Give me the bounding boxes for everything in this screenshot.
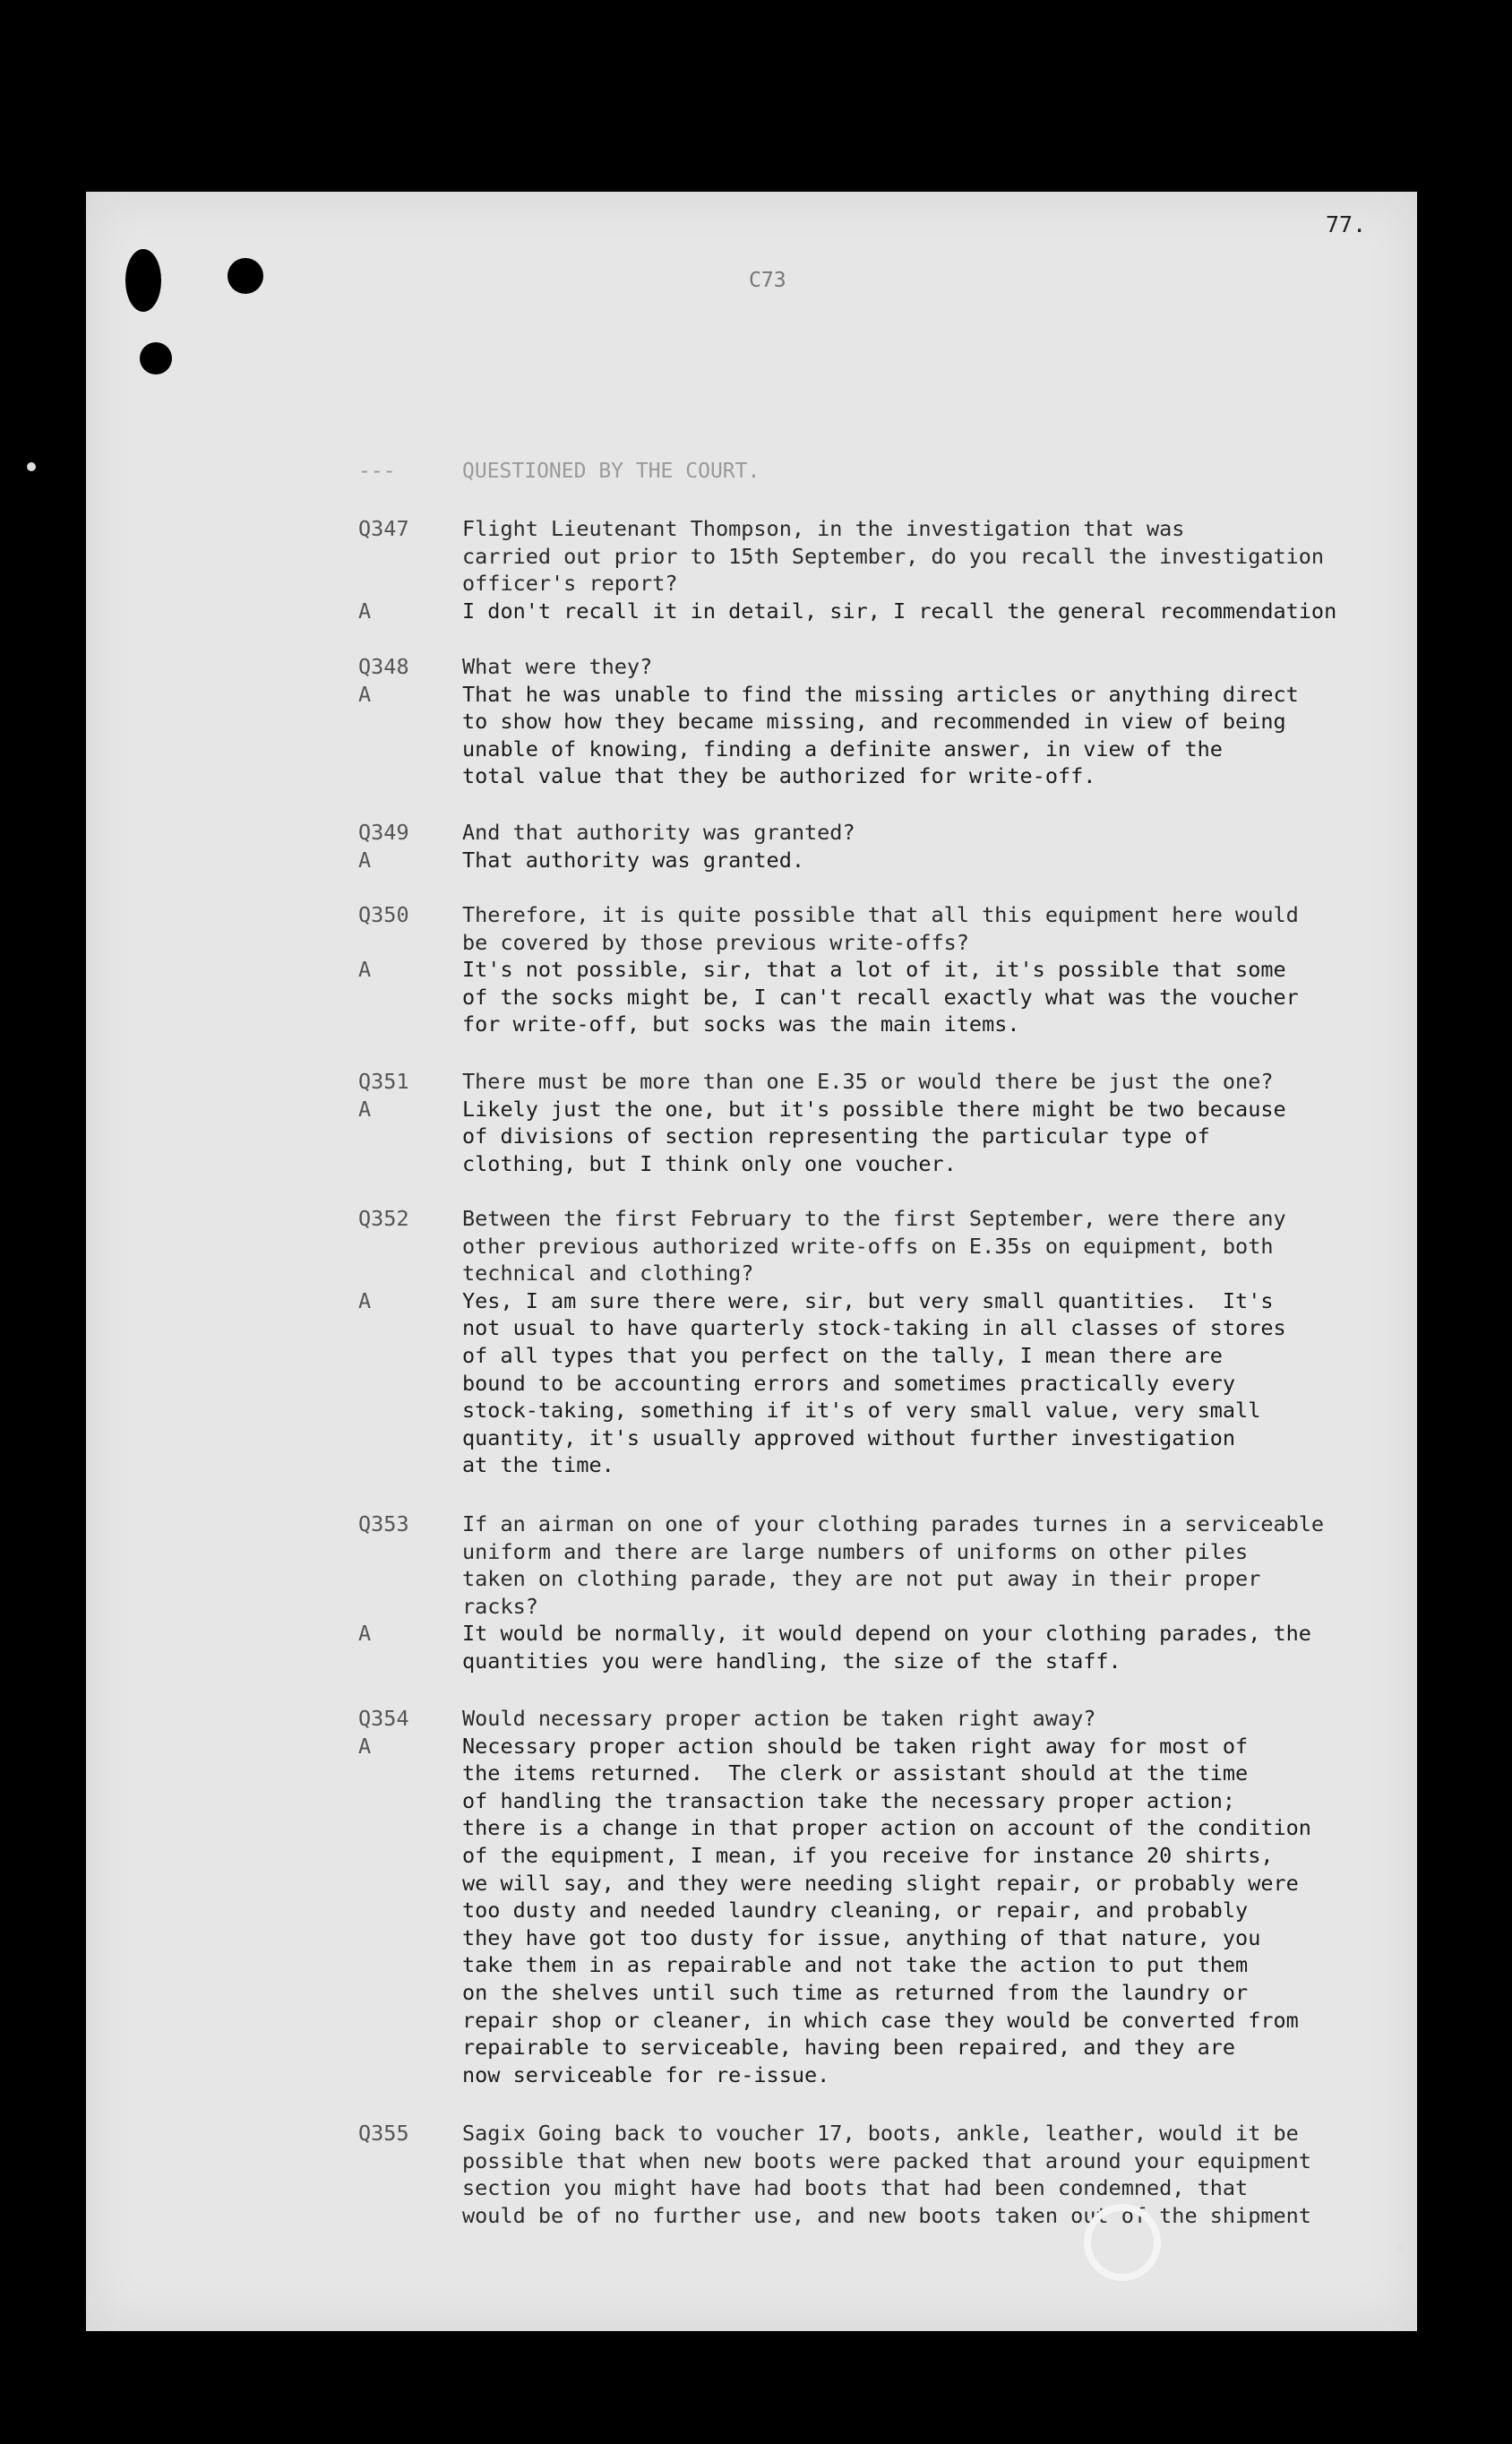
qa-entry xyxy=(358,1705,1311,2088)
punch-hole-top-left xyxy=(125,249,161,312)
question-text: If an airman on one of your clothing parades turnes in a serviceable uniform and there are large numbers of uniforms on other piles taken on clothing parade, they are not put away in their proper racks? xyxy=(462,1511,1325,1619)
question-label: Q354 xyxy=(358,1706,409,1731)
stamp-number: C73 xyxy=(749,269,786,292)
answer-label: A xyxy=(358,681,372,707)
question-text: Therefore, it is quite possible that all this equipment here would be covered by those previous write-offs? xyxy=(462,902,1299,955)
question-text: And that authority was granted? xyxy=(462,820,855,845)
heading-dash: --- xyxy=(358,460,396,483)
answer-label: A xyxy=(358,1733,372,1759)
qa-entry xyxy=(358,1205,1286,1479)
question-text: Would necessary proper action be taken right away? xyxy=(462,1706,1096,1731)
answer-text: That he was unable to find the missing articles or anything direct to show how they became missing, and recommended in view of being unable of knowing, finding a definite answer, in view of the total value that they be authorized for write-off. xyxy=(462,681,1299,789)
answer-label: A xyxy=(358,1621,372,1647)
scan-ring-mark xyxy=(1084,2204,1161,2281)
answer-text: Likely just the one, but it's possible there might be two because of divisions of section representing the particular type of clothing, but I think only one voucher. xyxy=(462,1096,1286,1176)
punch-hole-bottom xyxy=(140,342,172,374)
qa-entry xyxy=(358,901,1299,1038)
answer-text: I don't recall it in detail, sir, I recall the general recommendation xyxy=(462,598,1337,624)
scan-speck xyxy=(27,462,36,471)
question-label: Q351 xyxy=(358,1069,409,1094)
question-text: There must be more than one E.35 or would there be just the one? xyxy=(462,1069,1274,1094)
answer-label: A xyxy=(358,847,372,873)
question-label: Q348 xyxy=(358,654,409,679)
qa-entry xyxy=(358,515,1336,624)
answer-text: It would be normally, it would depend on your clothing parades, the quantities you were handling, the size of the staff. xyxy=(462,1621,1311,1674)
qa-entry xyxy=(358,2120,1311,2229)
answer-text: It's not possible, sir, that a lot of it, it's possible that some of the socks might be, I can't recall exactly what was the voucher for write-off, but socks was the main items. xyxy=(462,957,1299,1037)
question-text: Between the first February to the first September, were there any other previous authorized write-offs on E.35s on equipment, both technical and clothing? xyxy=(462,1206,1286,1287)
question-label: Q355 xyxy=(358,2121,409,2146)
question-text: Sagix Going back to voucher 17, boots, ankle, leather, would it be possible that when new boots were packed that around your equipment section you might have had boots that had been condemned, that would be of no further use, and new boots taken out of the shipment xyxy=(462,2121,1311,2228)
question-label: Q349 xyxy=(358,820,409,845)
qa-entry xyxy=(358,819,855,873)
answer-label: A xyxy=(358,957,372,983)
page-number: 77. xyxy=(1326,211,1367,237)
punch-hole-top xyxy=(228,258,263,294)
question-label: Q352 xyxy=(358,1206,409,1231)
question-text: What were they? xyxy=(462,654,653,679)
answer-label: A xyxy=(358,1287,372,1313)
answer-label: A xyxy=(358,598,372,624)
question-text: Flight Lieutenant Thompson, in the investigation that was carried out prior to 15th September, do you recall the investigation officer's report? xyxy=(462,516,1325,597)
answer-text: That authority was granted. xyxy=(462,847,805,873)
question-label: Q353 xyxy=(358,1511,409,1536)
answer-label: A xyxy=(358,1096,372,1122)
question-label: Q347 xyxy=(358,516,409,541)
scan-speck xyxy=(1397,2244,1405,2251)
qa-entry xyxy=(358,1068,1286,1177)
answer-text: Yes, I am sure there were, sir, but very small quantities. It's not usual to have quarterly stock-taking in all classes of stores of all types that you perfect on the tally, I mean there are bound to be accounting errors and sometimes practically every stock-taking, something if it's of very small value, very small quantity, it's usually approved without further investigation at the time. xyxy=(462,1287,1286,1478)
section-heading xyxy=(358,460,760,483)
answer-text: Necessary proper action should be taken right away for most of the items returned. The clerk or assistant should at the time of handling the transaction take the necessary proper action; there is a change in that proper action on account of the condition of the equipment, I mean, if you receive for instance 20 shirts, we will say, and they were needing slight repair, or probably were too dusty and needed laundry cleaning, or repair, and probably they have got too dusty for issue, anything of that nature, you take them in as repairable and not take the action to put them on the shelves until such time as returned from the laundry or repair shop or cleaner, in which case they would be converted from repairable to serviceable, having been repaired, and they are now serviceable for re-issue. xyxy=(462,1733,1311,2087)
question-label: Q350 xyxy=(358,902,409,927)
qa-entry xyxy=(358,653,1299,790)
qa-entry xyxy=(358,1510,1324,1675)
heading-title: QUESTIONED BY THE COURT. xyxy=(462,460,760,483)
